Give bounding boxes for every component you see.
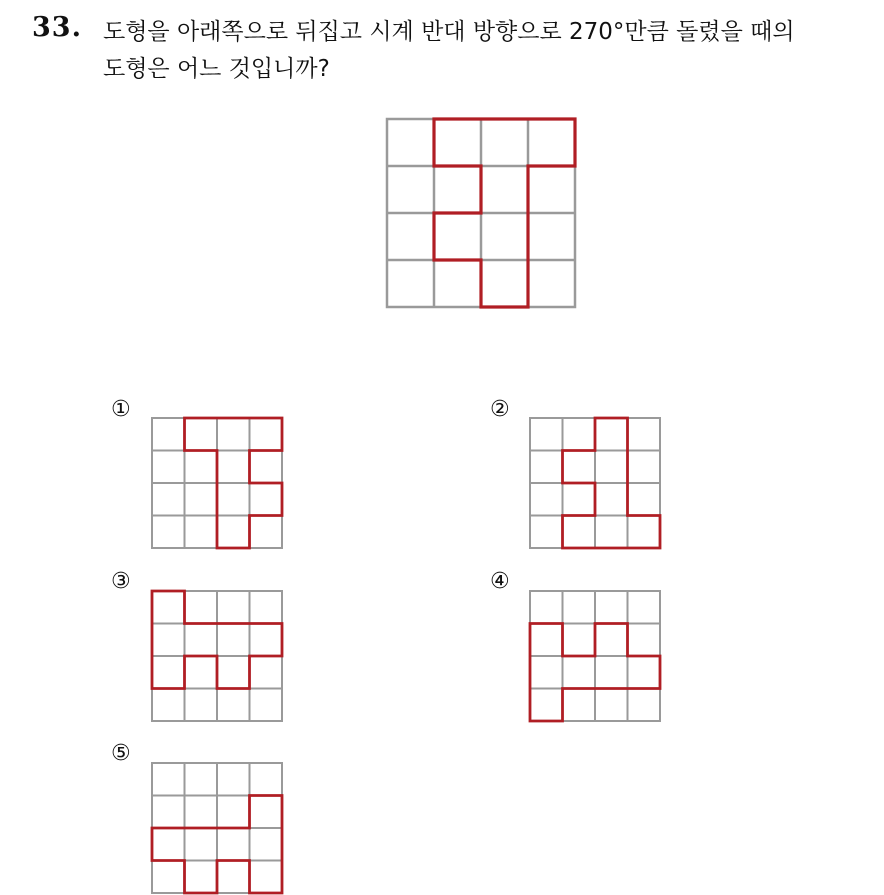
choice-2-figure[interactable] <box>529 417 661 549</box>
choice-3-label[interactable]: ③ <box>111 569 131 594</box>
question-text <box>103 14 873 88</box>
choice-1-label[interactable]: ① <box>111 397 131 422</box>
choice-4-figure[interactable] <box>529 590 661 722</box>
question-line-1: 도형을 아래쪽으로 뒤집고 시계 반대 방향으로 270°만큼 돌렸을 때의 <box>103 19 795 45</box>
choice-1-figure[interactable] <box>151 417 283 549</box>
question-line-2: 도형은 어느 것입니까? <box>103 56 330 82</box>
main-figure <box>386 118 576 308</box>
question-number: 33. <box>32 12 82 43</box>
choice-5-figure[interactable] <box>151 762 283 894</box>
choice-2-label[interactable]: ② <box>490 397 510 422</box>
choice-3-figure[interactable] <box>151 590 283 722</box>
choice-4-label[interactable]: ④ <box>490 569 510 594</box>
choice-5-label[interactable]: ⑤ <box>111 741 131 766</box>
